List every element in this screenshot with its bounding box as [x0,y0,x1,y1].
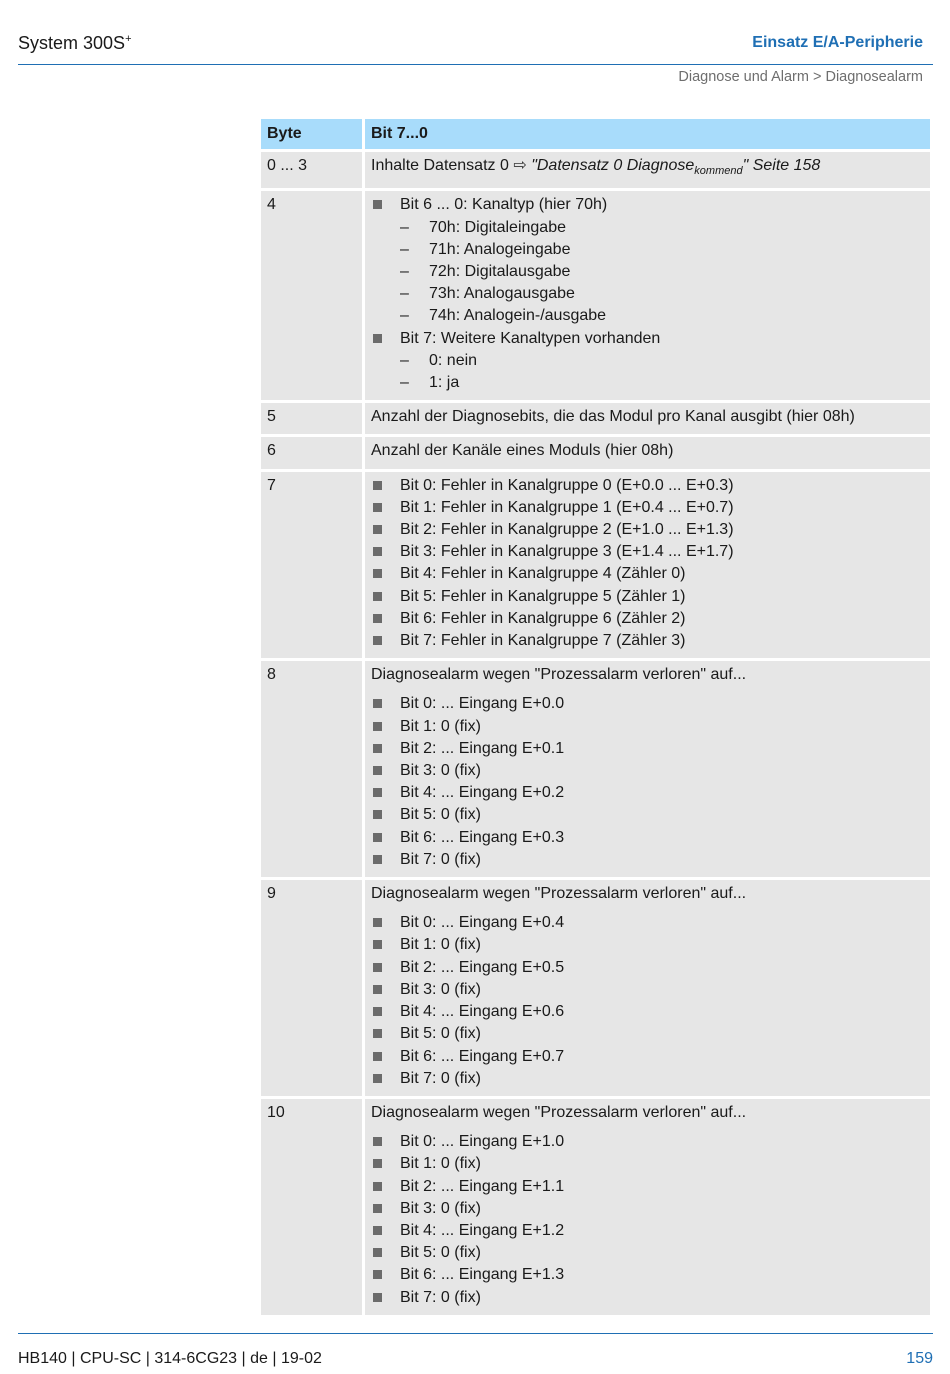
byte-cell: 8 [261,661,362,877]
column-header-byte: Byte [261,119,362,149]
square-bullet-icon [373,334,382,343]
table-header-row [261,119,930,149]
dash-bullet-icon: – [400,351,409,369]
table-row [261,472,930,659]
table-row [261,1099,930,1315]
sub-list-item: – 74h: Analogein-/ausgabe [400,305,924,327]
list-item: Bit 1: 0 (fix) [371,934,924,956]
square-bullet-icon [373,940,382,949]
byte-cell: 9 [261,880,362,1096]
list-item: Bit 5: Fehler in Kanalgruppe 5 (Zähler 1) [371,586,924,608]
list-item: Bit 7: 0 (fix) [371,1287,924,1309]
square-bullet-icon [373,592,382,601]
list-item: Bit 0: ... Eingang E+1.0 [371,1131,924,1153]
list-item: Bit 6 ... 0: Kanaltyp (hier 70h) – 70h: Digitaleingabe – 71h: Analogeingabe – 72h: Digitalausgabe – 73h: Analogausgabe – 74h: Analogein-/ausgabe [371,194,924,327]
square-bullet-icon [373,722,382,731]
cross-reference-link[interactable]: "Datensatz 0 Diagnose$_{kommend}$" Seite 158 [531,157,821,178]
footer-divider [18,1333,933,1334]
description-cell [365,880,930,1096]
square-bullet-icon [373,1226,382,1235]
square-bullet-icon [373,1007,382,1016]
table-row [261,152,930,188]
table-row [261,661,930,877]
description-cell: Anzahl der Diagnosebits, die das Modul pro Kanal ausgibt (hier 08h) [365,403,930,434]
description-cell [365,1099,930,1315]
list-item: Bit 4: ... Eingang E+0.2 [371,782,924,804]
square-bullet-icon [373,614,382,623]
byte-cell: 10 [261,1099,362,1315]
table-row [261,191,930,400]
square-bullet-icon [373,985,382,994]
square-bullet-icon [373,525,382,534]
row-lead-text: Diagnosealarm wegen "Prozessalarm verloren" auf... [371,1103,747,1121]
page-number: 159 [906,1350,933,1367]
list-item: Bit 5: 0 (fix) [371,1023,924,1045]
list-item: Bit 4: ... Eingang E+0.6 [371,1001,924,1023]
breadcrumb: Diagnose und Alarm > Diagnosealarm [678,69,923,85]
list-item: Bit 3: Fehler in Kanalgruppe 3 (E+1.4 ... E+1.7) [371,541,924,563]
list-item: Bit 1: 0 (fix) [371,716,924,738]
square-bullet-icon [373,788,382,797]
square-bullet-icon [373,699,382,708]
square-bullet-icon [373,1137,382,1146]
list-item: Bit 2: ... Eingang E+0.5 [371,957,924,979]
list-item: Bit 7: 0 (fix) [371,849,924,871]
description-cell: Inhalte Datensatz 0 ⇨ "Datensatz 0 Diagnose$_{kommend}$" Seite 158 [365,152,930,188]
square-bullet-icon [373,547,382,556]
square-bullet-icon [373,1052,382,1061]
sub-list-item: – 72h: Digitalausgabe [400,261,924,283]
list-item: Bit 6: Fehler in Kanalgruppe 6 (Zähler 2) [371,608,924,630]
square-bullet-icon [373,1074,382,1083]
square-bullet-icon [373,1159,382,1168]
square-bullet-icon [373,833,382,842]
dash-bullet-icon: – [400,285,409,303]
byte-cell: 5 [261,403,362,434]
list-item: Bit 2: ... Eingang E+1.1 [371,1176,924,1198]
list-item: Bit 0: Fehler in Kanalgruppe 0 (E+0.0 ... E+0.3) [371,475,924,497]
list-item: Bit 0: ... Eingang E+0.0 [371,693,924,715]
square-bullet-icon [373,1204,382,1213]
description-cell [365,661,930,877]
square-bullet-icon [373,810,382,819]
square-bullet-icon [373,963,382,972]
sub-list-item: – 1: ja [400,372,924,394]
square-bullet-icon [373,1029,382,1038]
document-reference: HB140 | CPU-SC | 314-6CG23 | de | 19-02 [18,1350,322,1367]
list-item: Bit 2: Fehler in Kanalgruppe 2 (E+1.0 ... E+1.3) [371,519,924,541]
list-item: Bit 7: Weitere Kanaltypen vorhanden – 0: nein – 1: ja [371,328,924,395]
row-lead-text: Diagnosealarm wegen "Prozessalarm verloren" auf... [371,885,747,903]
cross-reference-arrow-icon: ⇨ [513,157,527,174]
description-cell [365,191,930,400]
list-item: Bit 5: 0 (fix) [371,1242,924,1264]
list-item: Bit 7: 0 (fix) [371,1068,924,1090]
square-bullet-icon [373,766,382,775]
table-row [261,437,930,468]
list-item: Bit 6: ... Eingang E+0.7 [371,1046,924,1068]
dash-bullet-icon: – [400,307,409,325]
sub-list-item: – 71h: Analogeingabe [400,239,924,261]
list-item: Bit 3: 0 (fix) [371,1198,924,1220]
list-item: Bit 6: ... Eingang E+0.3 [371,827,924,849]
square-bullet-icon [373,569,382,578]
square-bullet-icon [373,503,382,512]
square-bullet-icon [373,636,382,645]
chapter-title: Einsatz E/A-Peripherie [752,34,923,51]
square-bullet-icon [373,481,382,490]
list-item: Bit 7: Fehler in Kanalgruppe 7 (Zähler 3) [371,630,924,652]
square-bullet-icon [373,918,382,927]
square-bullet-icon [373,200,382,209]
square-bullet-icon [373,1248,382,1257]
list-item: Bit 3: 0 (fix) [371,760,924,782]
square-bullet-icon [373,1270,382,1279]
list-item: Bit 6: ... Eingang E+1.3 [371,1264,924,1286]
list-item: Bit 2: ... Eingang E+0.1 [371,738,924,760]
header-divider [18,64,933,65]
list-item: Bit 3: 0 (fix) [371,979,924,1001]
square-bullet-icon [373,855,382,864]
list-item: Bit 1: Fehler in Kanalgruppe 1 (E+0.4 ... E+0.7) [371,497,924,519]
square-bullet-icon [373,1182,382,1191]
dash-bullet-icon: – [400,263,409,280]
row-lead-text: Diagnosealarm wegen "Prozessalarm verloren" auf... [371,666,747,684]
byte-cell: 6 [261,437,362,468]
sub-list-item: – 73h: Analogausgabe [400,283,924,305]
square-bullet-icon [373,744,382,753]
byte-cell: 4 [261,191,362,400]
list-item: Bit 4: Fehler in Kanalgruppe 4 (Zähler 0) [371,563,924,585]
table-row [261,880,930,1096]
list-item: Bit 1: 0 (fix) [371,1153,924,1175]
document-title: System 300S+ [18,33,132,53]
list-item: Bit 4: ... Eingang E+1.2 [371,1220,924,1242]
description-cell: Anzahl der Kanäle eines Moduls (hier 08h) [365,437,930,468]
dash-bullet-icon: – [400,374,409,392]
description-cell [365,472,930,659]
sub-list-item: – 0: nein [400,350,924,372]
list-item: Bit 5: 0 (fix) [371,804,924,826]
square-bullet-icon [373,1293,382,1302]
column-header-bits: Bit 7...0 [365,119,930,149]
dash-bullet-icon: – [400,218,409,236]
sub-list-item: – 70h: Digitaleingabe [400,217,924,239]
list-item: Bit 0: ... Eingang E+0.4 [371,912,924,934]
dash-bullet-icon: – [400,240,409,258]
byte-cell: 7 [261,472,362,659]
diagnostic-data-table [258,116,933,1318]
table-row [261,403,930,434]
byte-cell: 0 ... 3 [261,152,362,188]
